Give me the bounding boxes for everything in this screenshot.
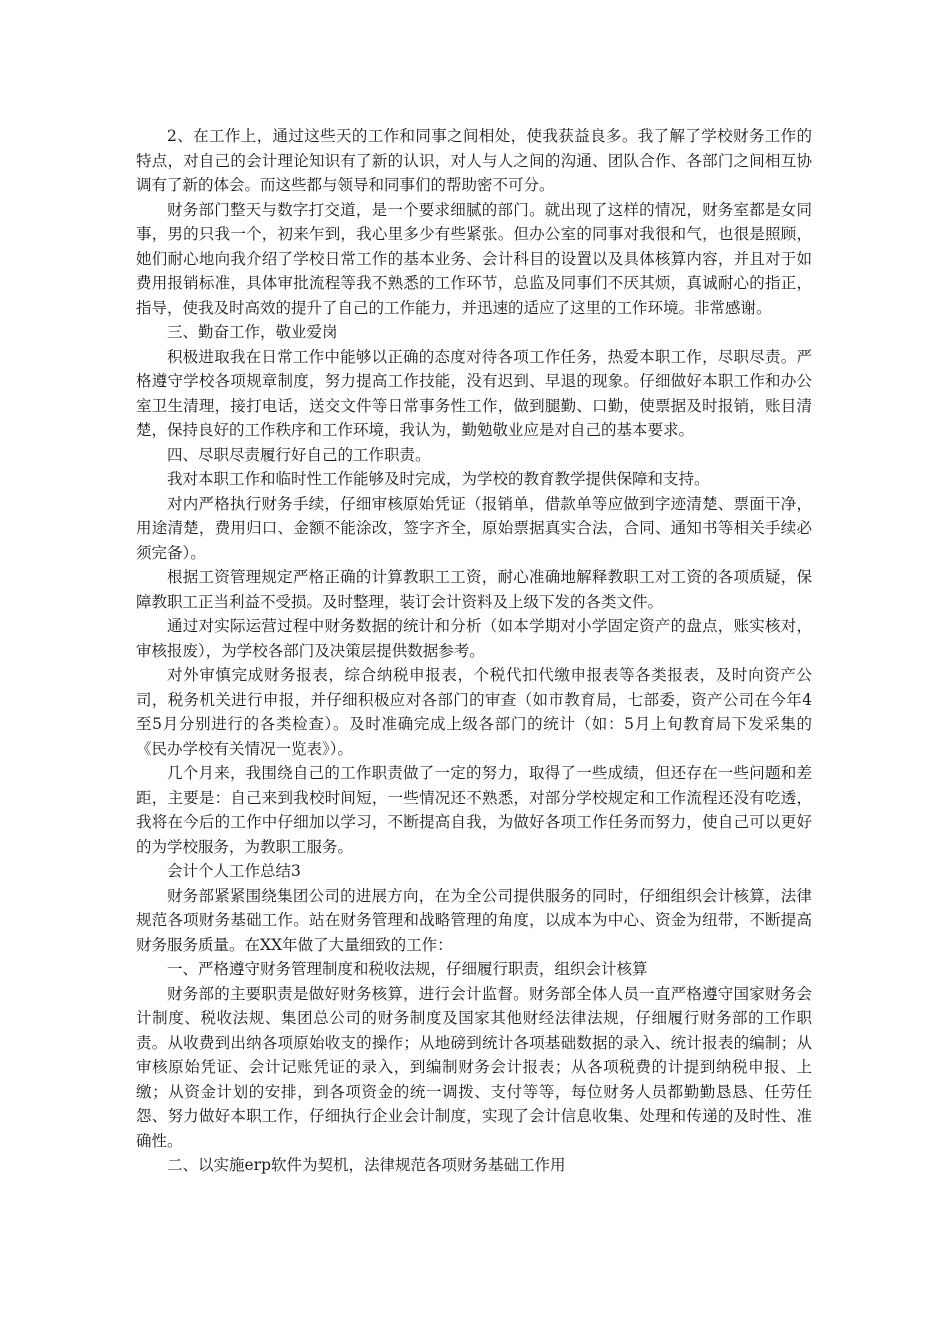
paragraph: 几个月来，我围绕自己的工作职责做了一定的努力，取得了一些成绩，但还存在一些问题和差距，主要是：自己来到我校时间短，一些情况还不熟悉，对部分学校规定和工作流程还没有吃透，我将在今后的工作中仔细加以学习，不断提高自我，为做好各项工作任务而努力，使自己可以更好的为学校服务，为教职工服务。	[136, 764, 812, 856]
paragraph: 我对本职工作和临时性工作能够及时完成，为学校的教育教学提供保障和支持。	[167, 470, 710, 488]
paragraph: 根据工资管理规定严格正确的计算教职工工资，耐心准确地解释教职工对工资的各项质疑，保障教职工正当利益不受损。及时整理，装订会计资料及上级下发的各类文件。	[136, 568, 812, 611]
paragraph: 财务部门整天与数字打交道，是一个要求细腻的部门。就出现了这样的情况，财务室都是女同事，男的只我一个，初来乍到，我心里多少有些紧张。但办公室的同事对我很和气，也很是照顾，她们耐心地向我介绍了学校日常工作的基本业务、会计科目的设置以及具体核算内容，并且对于如费用报销标准，具体审批流程等我不熟悉的工作环节，总监及同事们不厌其烦，真诚耐心的指正，指导，使我及时高效的提升了自己的工作能力，并迅速的适应了这里的工作环境。非常感谢。	[136, 200, 812, 317]
paragraph: 通过对实际运营过程中财务数据的统计和分析（如本学期对小学固定资产的盘点，账实核对，审核报废），为学校各部门及决策层提供数据参考。	[136, 617, 812, 660]
paragraph: 对外审慎完成财务报表，综合纳税申报表，个税代扣代缴申报表等各类报表，及时向资产公司，税务机关进行申报，并仔细积极应对各部门的审查（如市教育局，七部委，资产公司在今年4至5月分别进行的各类检查）。及时准确完成上级各部门的统计（如：5月上旬教育局下发采集的《民办学校有关情况一览表》）。	[136, 666, 812, 758]
paragraph: 对内严格执行财务手续，仔细审核原始凭证（报销单，借款单等应做到字迹清楚、票面干净，用途清楚，费用归口、金额不能涂改，签字齐全，原始票据真实合法，合同、通知书等相关手续必须完备）。	[136, 494, 812, 562]
document-body	[136, 124, 812, 1178]
paragraph: 财务部的主要职责是做好财务核算，进行会计监督。财务部全体人员一直严格遵守国家财务会计制度、税收法规、集团总公司的财务制度及国家其他财经法律法规，仔细履行财务部的工作职责。从收费到出纳各项原始收支的操作；从地磅到统计各项基础数据的录入、统计报表的编制；从审核原始凭证、会计记账凭证的录入，到编制财务会计报表；从各项税费的计提到纳税申报、上缴；从资金计划的安排，到各项资金的统一调拨、支付等等，每位财务人员都勤勤恳恳、任劳任怨、努力做好本职工作，仔细执行企业会计制度，实现了会计信息收集、处理和传递的及时性、准确性。	[136, 984, 812, 1150]
paragraph: 积极进取我在日常工作中能够以正确的态度对待各项工作任务，热爱本职工作，尽职尽责。严格遵守学校各项规章制度，努力提高工作技能，没有迟到、早退的现象。仔细做好本职工作和办公室卫生清理，接打电话，送交文件等日常事务性工作，做到腿勤、口勤，使票据及时报销，账目清楚，保持良好的工作秩序和工作环境，我认为，勤勉敬业应是对自己的基本要求。	[136, 347, 812, 439]
document-title: 会计个人工作总结3	[167, 862, 301, 880]
paragraph: 财务部紧紧围绕集团公司的进展方向，在为全公司提供服务的同时，仔细组织会计核算，法律规范各项财务基础工作。站在财务管理和战略管理的角度，以成本为中心、资金为纽带，不断提高财务服务质量。在XX年做了大量细致的工作：	[136, 886, 812, 954]
section-heading: 四、尽职尽责履行好自己的工作职责。	[167, 445, 431, 464]
paragraph: 2、在工作上，通过这些天的工作和同事之间相处，使我获益良多。我了解了学校财务工作的特点，对自己的会计理论知识有了新的认识，对人与人之间的沟通、团队合作、各部门之间相互协调有了新的体会。而这些都与领导和同事们的帮助密不可分。	[136, 127, 812, 194]
section-heading: 三、勤奋工作，敬业爱岗	[167, 323, 338, 341]
section-heading: 二、以实施erp软件为契机，法律规范各项财务基础工作用	[167, 1156, 566, 1174]
section-heading: 一、严格遵守财务管理制度和税收法规，仔细履行职责，组织会计核算	[167, 960, 648, 978]
